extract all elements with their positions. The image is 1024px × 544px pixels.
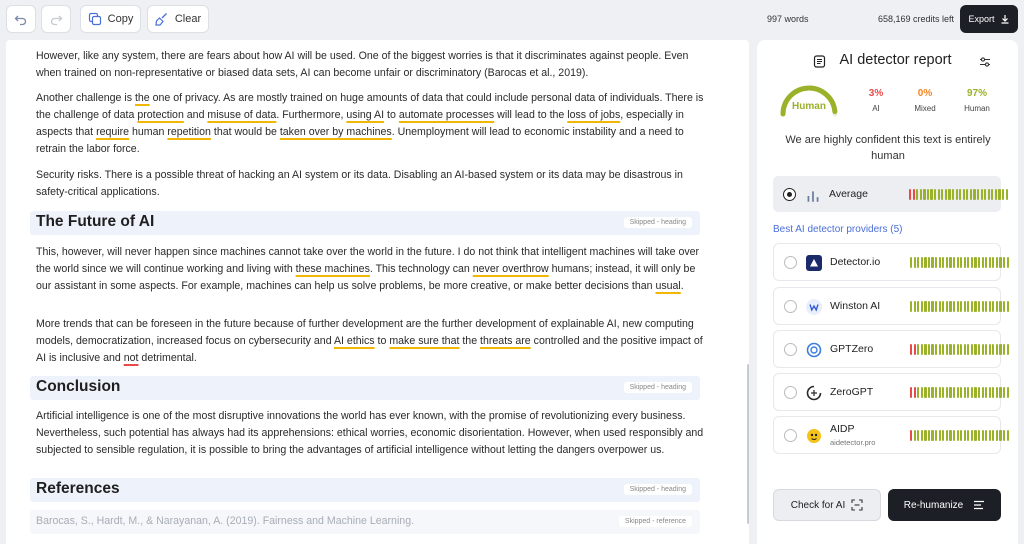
score-bar-segment bbox=[977, 189, 979, 200]
paragraph-6: Artificial intelligence is one of the most disruptive innovations the world has ever known, with the promise of revolutionizing every business. Nevertheless, such potential has always had its apprehensions: ethical worries, economic disorientation. However, when used responsibly and subjected to sensible regulation, it is possible to bring the advantages of artificial intelligence without letting the dangers overpower us. bbox=[36, 410, 704, 456]
score-bar-segment bbox=[1003, 430, 1005, 441]
score-bar-segment bbox=[938, 189, 940, 200]
score-bar-segment bbox=[971, 301, 973, 312]
verdict-label: Human bbox=[792, 101, 826, 112]
score-bar-segment bbox=[921, 387, 923, 398]
provider-score-bars bbox=[910, 430, 1009, 441]
score-bar-segment bbox=[1003, 301, 1005, 312]
score-bar-segment bbox=[957, 301, 959, 312]
section-heading-references bbox=[30, 478, 700, 502]
score-bar-segment bbox=[974, 257, 976, 268]
score-bar-segment bbox=[948, 189, 950, 200]
score-bar-segment bbox=[971, 344, 973, 355]
score-bar-segment bbox=[941, 189, 943, 200]
score-bar-segment bbox=[931, 430, 933, 441]
provider-name: GPTZero bbox=[830, 343, 874, 355]
score-bar-segment bbox=[984, 189, 986, 200]
score-bar-segment bbox=[949, 430, 951, 441]
word-count: 997 words bbox=[767, 14, 809, 24]
score-bar-segment bbox=[996, 430, 998, 441]
score-bar-segment bbox=[935, 387, 937, 398]
score-bar-segment bbox=[942, 387, 944, 398]
provider-score-bars bbox=[910, 387, 1009, 398]
suggestion[interactable]: using AI bbox=[346, 109, 385, 121]
score-bar-segment bbox=[910, 387, 912, 398]
provider-score-bars bbox=[910, 257, 1009, 268]
score-bar-segment bbox=[971, 257, 973, 268]
score-bar-segment bbox=[978, 301, 980, 312]
score-bar-segment bbox=[996, 387, 998, 398]
score-bar-segment bbox=[931, 257, 933, 268]
score-bar-segment bbox=[939, 344, 941, 355]
human-score-gauge bbox=[777, 78, 841, 118]
provider-score-bars bbox=[910, 344, 1009, 355]
score-bar-segment bbox=[953, 344, 955, 355]
score-bar-segment bbox=[1007, 257, 1009, 268]
score-bar-segment bbox=[921, 344, 923, 355]
bar-chart-icon bbox=[805, 188, 821, 204]
skipped-badge: Skipped - heading bbox=[624, 484, 692, 495]
score-bar-segment bbox=[942, 257, 944, 268]
score-bar-segment bbox=[917, 344, 919, 355]
export-label: Export bbox=[968, 14, 995, 24]
clear-label: Clear bbox=[174, 13, 202, 25]
score-bar-segment bbox=[931, 301, 933, 312]
score-bar-segment bbox=[924, 387, 926, 398]
score-bar-segment bbox=[914, 301, 916, 312]
score-bar-segment bbox=[974, 344, 976, 355]
suggestion[interactable]: usual bbox=[655, 280, 681, 292]
score-bar-segment bbox=[924, 257, 926, 268]
score-bar-segment bbox=[992, 387, 994, 398]
score-bar-segment bbox=[916, 189, 918, 200]
provider-zerogpt[interactable] bbox=[773, 373, 1001, 411]
score-bar-segment bbox=[957, 257, 959, 268]
suggestion[interactable]: automate processes bbox=[398, 109, 495, 121]
score-bar-segment bbox=[992, 257, 994, 268]
score-bar-segment bbox=[928, 301, 930, 312]
score-bar-segment bbox=[964, 344, 966, 355]
suggestion[interactable]: these machines bbox=[295, 263, 370, 275]
score-bar-segment bbox=[967, 257, 969, 268]
score-bar-segment bbox=[989, 430, 991, 441]
score-bar-segment bbox=[939, 301, 941, 312]
sliders-icon[interactable] bbox=[979, 56, 991, 68]
score-bar-segment bbox=[982, 387, 984, 398]
score-bar-segment bbox=[982, 344, 984, 355]
skipped-badge: Skipped - reference bbox=[619, 516, 692, 527]
score-bar-segment bbox=[939, 430, 941, 441]
providers-title: Best AI detector providers (5) bbox=[773, 224, 903, 235]
score-bar-segment bbox=[949, 387, 951, 398]
score-bar-segment bbox=[999, 387, 1001, 398]
error-suggestion[interactable]: not bbox=[123, 352, 139, 364]
score-bar-segment bbox=[953, 430, 955, 441]
suggestion[interactable]: AI ethics bbox=[333, 335, 375, 347]
toolbar bbox=[0, 0, 1024, 40]
redo-icon bbox=[49, 12, 63, 26]
score-bar-segment bbox=[1003, 344, 1005, 355]
suggestion[interactable]: require bbox=[96, 126, 130, 138]
score-bar-segment bbox=[960, 387, 962, 398]
score-bar-segment bbox=[931, 387, 933, 398]
score-bar-segment bbox=[964, 301, 966, 312]
paragraph-2: Another challenge is the one of privacy. As are mostly trained on huge amounts of data that could include personal data of individuals. There is the challenge of data protection and misuse of data. Furthermore, using AI to automate processes will lead to the loss of jobs, especially in aspects that require human repetition that would be taken over by machines. Unemployment will lead to economic instability and a need to retrain the labor force. bbox=[36, 92, 704, 155]
provider-score-bars bbox=[910, 301, 1009, 312]
score-bar-segment bbox=[946, 430, 948, 441]
score-bar-segment bbox=[960, 430, 962, 441]
provider-detector-io[interactable] bbox=[773, 243, 1001, 281]
score-bar-segment bbox=[964, 430, 966, 441]
score-bar-segment bbox=[970, 189, 972, 200]
score-bar-segment bbox=[946, 257, 948, 268]
scan-icon bbox=[851, 499, 863, 511]
score-bar-segment bbox=[1003, 387, 1005, 398]
score-bar-segment bbox=[913, 189, 915, 200]
ai-detector-panel bbox=[757, 40, 1018, 544]
score-bar-segment bbox=[971, 387, 973, 398]
score-bar-segment bbox=[992, 344, 994, 355]
score-bar-segment bbox=[996, 301, 998, 312]
aidp-logo-icon bbox=[806, 428, 822, 444]
score-bar-segment bbox=[914, 387, 916, 398]
score-bar-segment bbox=[946, 387, 948, 398]
score-bar-segment bbox=[917, 430, 919, 441]
score-bar-segment bbox=[935, 430, 937, 441]
provider-radio[interactable] bbox=[784, 300, 797, 313]
score-bar-segment bbox=[928, 430, 930, 441]
stat-ai: 3% AI bbox=[868, 88, 884, 113]
winston-ai-logo-icon bbox=[806, 299, 822, 315]
text-editor[interactable] bbox=[6, 40, 749, 544]
suggestion[interactable]: misuse of data bbox=[207, 109, 277, 121]
suggestion[interactable]: make sure that bbox=[389, 335, 460, 347]
copy-label: Copy bbox=[107, 13, 134, 25]
score-bar-segment bbox=[981, 189, 983, 200]
score-bar-segment bbox=[924, 430, 926, 441]
report-title: AI detector report bbox=[839, 52, 952, 68]
score-bar-segment bbox=[959, 189, 961, 200]
score-bar-segment bbox=[957, 387, 959, 398]
score-bar-segment bbox=[956, 189, 958, 200]
redo-button[interactable] bbox=[41, 5, 71, 33]
score-bar-segment bbox=[967, 301, 969, 312]
score-bar-segment bbox=[949, 257, 951, 268]
score-bar-segment bbox=[953, 387, 955, 398]
score-bar-segment bbox=[917, 387, 919, 398]
reference-text: Barocas, S., Hardt, M., & Narayanan, A. (2019). Fairness and Machine Learning. bbox=[36, 515, 415, 527]
download-icon bbox=[1000, 14, 1010, 24]
score-bar-segment bbox=[924, 301, 926, 312]
score-bar-segment bbox=[964, 257, 966, 268]
score-bar-segment bbox=[1003, 257, 1005, 268]
rehumanize-label: Re-humanize bbox=[903, 499, 964, 511]
score-bar-segment bbox=[982, 301, 984, 312]
score-bar-segment bbox=[921, 301, 923, 312]
check-for-ai-button[interactable] bbox=[773, 489, 881, 521]
skipped-badge: Skipped - heading bbox=[624, 217, 692, 228]
score-bar-segment bbox=[946, 301, 948, 312]
score-bar-segment bbox=[974, 301, 976, 312]
suggestion[interactable]: protection bbox=[137, 109, 184, 121]
provider-radio[interactable] bbox=[784, 386, 797, 399]
score-bar-segment bbox=[946, 344, 948, 355]
provider-radio[interactable] bbox=[784, 429, 797, 442]
provider-aidp[interactable] bbox=[773, 416, 1001, 454]
score-bar-segment bbox=[917, 257, 919, 268]
undo-button[interactable] bbox=[6, 5, 36, 33]
score-bar-segment bbox=[974, 387, 976, 398]
score-bar-segment bbox=[998, 189, 1000, 200]
reference-entry bbox=[30, 510, 700, 534]
heading-text: Conclusion bbox=[36, 378, 121, 395]
score-bar-segment bbox=[957, 430, 959, 441]
score-bar-segment bbox=[991, 189, 993, 200]
detector-io-logo-icon bbox=[806, 255, 822, 271]
copy-button[interactable] bbox=[80, 5, 141, 33]
score-bar-segment bbox=[967, 387, 969, 398]
score-bar-segment bbox=[978, 257, 980, 268]
section-heading-conclusion bbox=[30, 376, 700, 400]
provider-name: Detector.io bbox=[830, 256, 881, 268]
score-bar-segment bbox=[960, 344, 962, 355]
zerogpt-logo-icon bbox=[806, 385, 822, 401]
score-bar-segment bbox=[971, 430, 973, 441]
suggestion[interactable]: threats are bbox=[480, 335, 531, 347]
score-bar-segment bbox=[960, 301, 962, 312]
score-bar-segment bbox=[910, 257, 912, 268]
paragraph-1: However, like any system, there are fears about how AI will be used. One of the biggest worries is that it discriminates against people. Even when trained on non-representative or biased data sets, AI can become unfair or discriminatory (Barocas et al., 2019). bbox=[36, 50, 689, 79]
score-bar-segment bbox=[957, 344, 959, 355]
score-bar-segment bbox=[985, 257, 987, 268]
score-bar-segment bbox=[978, 387, 980, 398]
stat-human: 97% Human bbox=[964, 88, 990, 113]
score-bar-segment bbox=[1007, 344, 1009, 355]
credits-left: 658,169 credits left bbox=[878, 14, 955, 24]
paragraph-3: Security risks. There is a possible threat of hacking an AI system or its data. Disabling an AI-based system or its data may be disastrous in safety-critical applications. bbox=[36, 169, 683, 198]
average-row[interactable] bbox=[773, 176, 1001, 212]
broom-icon bbox=[155, 12, 169, 26]
score-bar-segment bbox=[978, 430, 980, 441]
provider-name: Winston AI bbox=[830, 300, 881, 312]
score-bar-segment bbox=[930, 189, 932, 200]
average-score-bars bbox=[909, 189, 1008, 200]
score-bar-segment bbox=[989, 301, 991, 312]
score-bar-segment bbox=[924, 344, 926, 355]
score-bar-segment bbox=[942, 430, 944, 441]
check-label: Check for AI bbox=[790, 499, 846, 511]
score-bar-segment bbox=[999, 301, 1001, 312]
score-bar-segment bbox=[996, 344, 998, 355]
confidence-text: We are highly confident this text is entirely human bbox=[785, 134, 991, 162]
score-bar-segment bbox=[949, 301, 951, 312]
suggestion[interactable]: repetition bbox=[167, 126, 211, 138]
score-bar-segment bbox=[910, 344, 912, 355]
paragraph-4: This, however, will never happen since machines cannot take over the world in the future. I do not think that intelligent machines will take over the world since we will continue working and living with these machines. This technology can never overthrow humans; instead, it will only be our assistant in some aspects. For example, machines can help us solve problems, be more creative, or make better decisions than usual. bbox=[36, 246, 700, 292]
score-bar-segment bbox=[942, 344, 944, 355]
score-bar-segment bbox=[921, 430, 923, 441]
score-bar-segment bbox=[909, 189, 911, 200]
paragraph-5: More trends that can be foreseen in the future because of further development are the further development of explainable AI, new computing models, democratization, increased focus on cybersecurity and AI ethics to make sure that the threats are controlled and the positive impact of AI is inclusive and not detrimental. bbox=[36, 318, 703, 364]
score-bar-segment bbox=[967, 430, 969, 441]
score-bar-segment bbox=[999, 257, 1001, 268]
provider-name: AIDP bbox=[830, 423, 855, 435]
stat-mixed: 0% Mixed bbox=[914, 88, 936, 113]
provider-name: ZeroGPT bbox=[830, 386, 874, 398]
score-bar-segment bbox=[973, 189, 975, 200]
score-bar-segment bbox=[995, 189, 997, 200]
score-bar-segment bbox=[928, 344, 930, 355]
score-bar-segment bbox=[952, 189, 954, 200]
score-bar-segment bbox=[935, 301, 937, 312]
provider-gptzero[interactable] bbox=[773, 330, 1001, 368]
score-bar-segment bbox=[927, 189, 929, 200]
score-bar-segment bbox=[914, 430, 916, 441]
skipped-badge: Skipped - heading bbox=[624, 382, 692, 393]
average-label: Average bbox=[829, 188, 868, 200]
score-bar-segment bbox=[914, 344, 916, 355]
score-bar-segment bbox=[963, 189, 965, 200]
score-bar-segment bbox=[985, 430, 987, 441]
score-bar-segment bbox=[967, 344, 969, 355]
undo-icon bbox=[14, 12, 28, 26]
re-humanize-button[interactable] bbox=[888, 489, 1001, 521]
editor-scrollbar[interactable] bbox=[747, 364, 749, 524]
export-button[interactable] bbox=[960, 5, 1018, 33]
score-bar-segment bbox=[953, 301, 955, 312]
heading-text: The Future of AI bbox=[36, 213, 155, 230]
provider-radio[interactable] bbox=[784, 256, 797, 269]
score-bar-segment bbox=[989, 257, 991, 268]
score-bar-segment bbox=[928, 387, 930, 398]
heading-text: References bbox=[36, 480, 120, 497]
score-bar-segment bbox=[914, 257, 916, 268]
score-bar-segment bbox=[945, 189, 947, 200]
score-bar-segment bbox=[996, 257, 998, 268]
score-bar-segment bbox=[910, 430, 912, 441]
score-bar-segment bbox=[935, 344, 937, 355]
lines-icon bbox=[973, 500, 985, 510]
score-bar-segment bbox=[960, 257, 962, 268]
score-bar-segment bbox=[1002, 189, 1004, 200]
score-bar-segment bbox=[985, 344, 987, 355]
provider-winston-ai[interactable] bbox=[773, 287, 1001, 325]
score-bar-segment bbox=[934, 189, 936, 200]
score-bar-segment bbox=[921, 257, 923, 268]
score-bar-segment bbox=[928, 257, 930, 268]
suggestion[interactable]: the bbox=[134, 92, 150, 104]
section-heading-future bbox=[30, 211, 700, 235]
score-bar-segment bbox=[1007, 301, 1009, 312]
copy-icon bbox=[88, 12, 102, 26]
score-bar-segment bbox=[917, 301, 919, 312]
score-bar-segment bbox=[1007, 430, 1009, 441]
score-bar-segment bbox=[989, 387, 991, 398]
score-bar-segment bbox=[992, 430, 994, 441]
score-bar-segment bbox=[978, 344, 980, 355]
score-bar-segment bbox=[1007, 387, 1009, 398]
score-bar-segment bbox=[939, 257, 941, 268]
score-bar-segment bbox=[953, 257, 955, 268]
score-bar-segment bbox=[910, 301, 912, 312]
score-bar-segment bbox=[988, 189, 990, 200]
score-bar-segment bbox=[964, 387, 966, 398]
score-bar-segment bbox=[935, 257, 937, 268]
score-bar-segment bbox=[931, 344, 933, 355]
score-bar-segment bbox=[999, 430, 1001, 441]
clear-button[interactable] bbox=[147, 5, 209, 33]
gptzero-logo-icon bbox=[806, 342, 822, 358]
score-bar-segment bbox=[999, 344, 1001, 355]
score-bar-segment bbox=[920, 189, 922, 200]
provider-url: aidetector.pro bbox=[830, 438, 876, 447]
provider-radio[interactable] bbox=[784, 343, 797, 356]
score-bar-segment bbox=[982, 430, 984, 441]
score-bar-segment bbox=[942, 301, 944, 312]
score-bar-segment bbox=[985, 301, 987, 312]
score-bar-segment bbox=[939, 387, 941, 398]
score-bar-segment bbox=[992, 301, 994, 312]
score-bar-segment bbox=[974, 430, 976, 441]
average-radio[interactable] bbox=[783, 188, 796, 201]
suggestion[interactable]: loss of jobs bbox=[567, 109, 621, 121]
score-bar-segment bbox=[923, 189, 925, 200]
score-bar-segment bbox=[966, 189, 968, 200]
score-bar-segment bbox=[982, 257, 984, 268]
suggestion[interactable]: taken over by machines bbox=[279, 126, 392, 138]
suggestion[interactable]: never overthrow bbox=[472, 263, 549, 275]
score-bar-segment bbox=[985, 387, 987, 398]
score-bar-segment bbox=[989, 344, 991, 355]
score-bar-segment bbox=[949, 344, 951, 355]
score-bar-segment bbox=[1006, 189, 1008, 200]
